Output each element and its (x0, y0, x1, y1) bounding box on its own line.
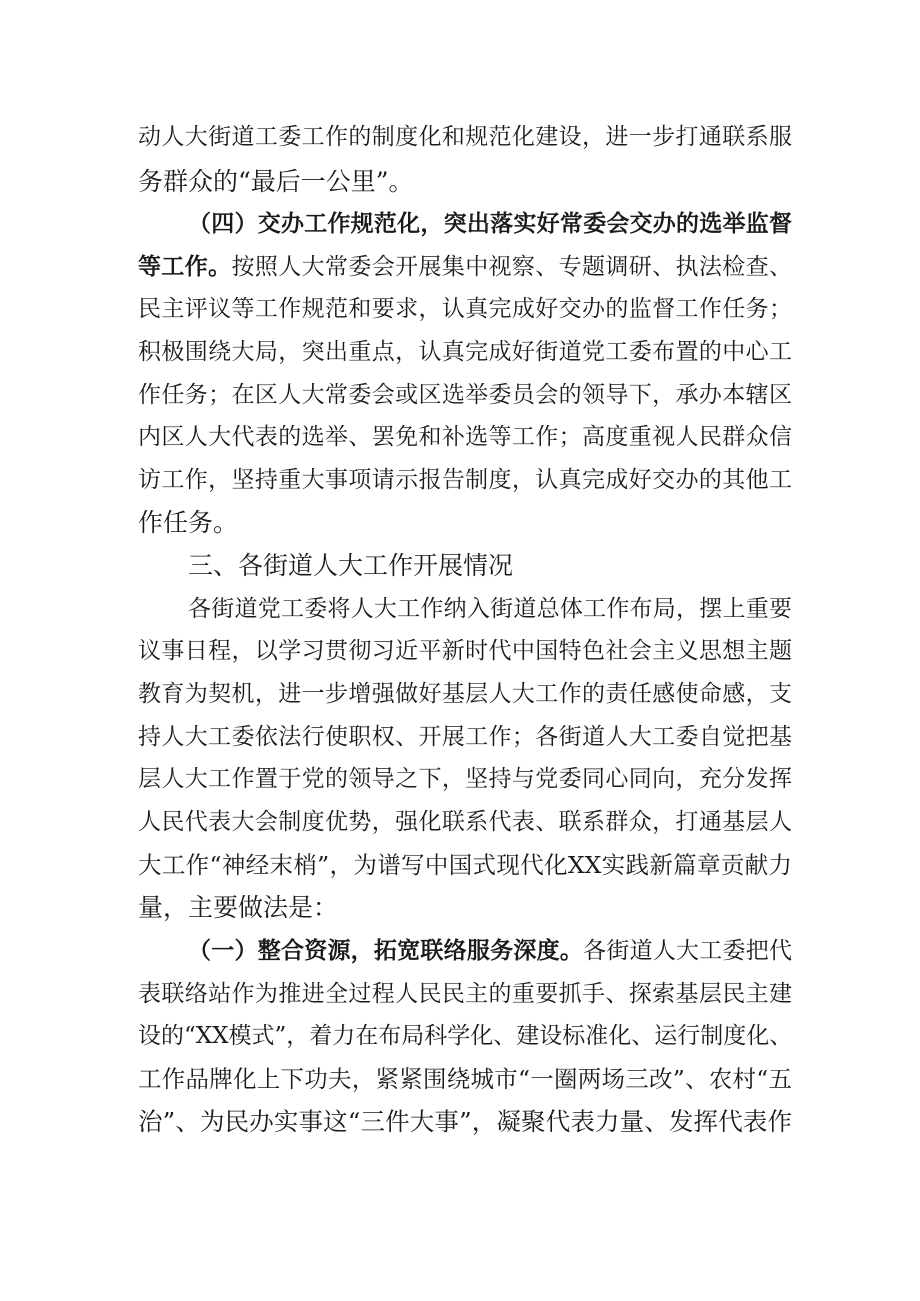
paragraph-line: 各街道党工委将人大工作纳入街道总体工作布局，摆上重要 (188, 596, 792, 622)
section-heading-line: （四）交办工作规范化，突出落实好常委会交办的选举监督 (188, 210, 792, 237)
paragraph-line: （一）整合资源，拓宽联络服务深度。各街道人大工委把代 (188, 937, 793, 964)
paragraph-line: 大工作“神经末梢”，为谱写中国式现代化XX实践新篇章贡献力 (138, 851, 792, 879)
paragraph-line: 人民代表大会制度优势，强化联系代表、联系群众，打通基层人 (138, 809, 792, 835)
paragraph-line: 教育为契机，进一步增强做好基层人大工作的责任感使命感，支 (138, 681, 792, 707)
paragraph-line: 议事日程，以学习贯彻习近平新时代中国特色社会主义思想主题 (138, 638, 792, 664)
paragraph-line: 内区人大代表的选举、罢免和补选等工作；高度重视人民群众信 (138, 424, 792, 450)
paragraph-line: 设的“XX模式”，着力在布局科学化、建设标准化、运行制度化、 (138, 1023, 793, 1049)
paragraph-line: 量，主要做法是： (138, 893, 339, 922)
paragraph-line: 作任务；在区人大常委会或区选举委员会的领导下，承办本辖区 (138, 382, 792, 408)
paragraph-line: 工作品牌化上下功夫，紧紧围绕城市“一圈两场三改”、农村“五 (138, 1065, 792, 1093)
paragraph-line: 动人大街道工委工作的制度化和规范化建设，进一步打通联系服 (138, 124, 792, 150)
paragraph-line: 层人大工作置于党的领导之下，坚持与党委同心同向，充分发挥 (138, 766, 792, 792)
paragraph-line: 民主评议等工作规范和要求，认真完成好交办的监督工作任务； (138, 296, 792, 322)
paragraph-line: 治”、为民办实事这“三件大事”，凝聚代表力量、发挥代表作 (138, 1107, 792, 1136)
paragraph-line: 等工作。按照人大常委会开展集中视察、专题调研、执法检查、 (138, 253, 793, 280)
paragraph-line: 表联络站作为推进全过程人民民主的重要抓手、探索基层民主建 (138, 981, 792, 1007)
paragraph-line: 持人大工委依法行使职权、开展工作；各街道人大工委自觉把基 (138, 724, 792, 750)
paragraph-line: 务群众的“最后一公里”。 (138, 167, 414, 196)
paragraph-line: 访工作，坚持重大事项请示报告制度，认真完成好交办的其他工 (138, 467, 792, 493)
paragraph-line: 积极围绕大局，突出重点，认真完成好街道党工委布置的中心工 (138, 339, 792, 365)
section-heading: 三、各街道人大工作开展情况 (188, 551, 514, 580)
paragraph-line: 作任务。 (138, 508, 239, 537)
